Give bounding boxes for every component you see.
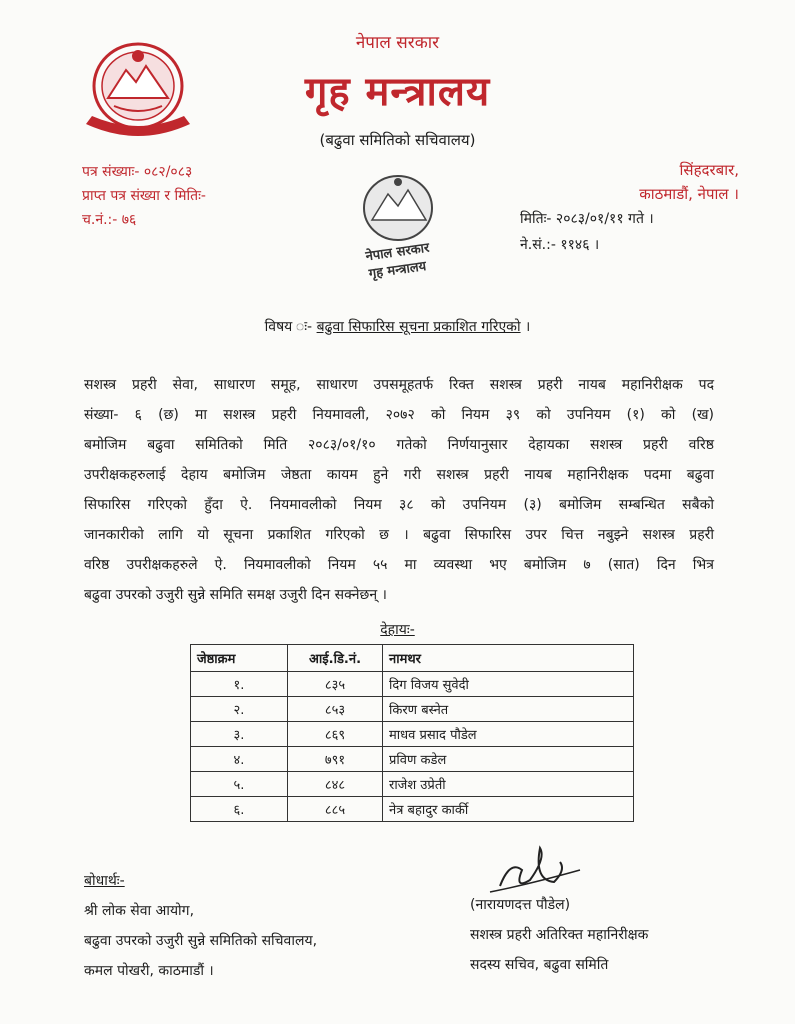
cell-seniority: २. xyxy=(191,697,288,722)
cell-name: माधव प्रसाद पौडेल xyxy=(383,722,634,747)
nepal-sambat: ने.सं.:- ११४६ । xyxy=(520,237,600,253)
letter-number: पत्र संख्याः- ०८२/०८३ xyxy=(82,164,193,180)
cell-id: ८८५ xyxy=(288,797,383,822)
body-line: उपरीक्षकहरुलाई देहाय बमोजिम जेष्ठता कायम हुने गरी सशस्त्र प्रहरी नायब महानिरीक्षक पदमा बढुवा xyxy=(84,467,714,483)
received-letter-info: प्राप्त पत्र संख्या र मितिः- xyxy=(82,188,206,204)
copy-to-line: कमल पोखरी, काठमाडौं । xyxy=(84,963,214,979)
body-line: सशस्त्र प्रहरी सेवा, साधारण समूह, साधारण उपसमूहतर्फ रिक्त सशस्त्र प्रहरी नायब महानिरीक्षक पद xyxy=(84,377,714,393)
dispatch-number: च.नं.:- ७६ xyxy=(82,212,137,228)
table-row xyxy=(191,797,634,822)
body-line: वरिष्ठ उपरीक्षकहरुले ऐ. नियमावलीको नियम ५५ मा व्यवस्था भए बमोजिम ७ (सात) दिन भित्र xyxy=(84,557,714,573)
copy-to-line: श्री लोक सेवा आयोग, xyxy=(84,903,195,919)
body-line: बमोजिम बढुवा समितिको मिति २०८३/०१/१० गतेको निर्णयानुसार देहायका सशस्त्र प्रहरी वरिष्ठ xyxy=(84,437,714,453)
ministry-stamp-emblem xyxy=(348,168,448,286)
header-id-number: आई.डि.नं. xyxy=(288,645,383,672)
body-line: बढुवा उपरको उजुरी सुन्ने समिति समक्ष उजुरी दिन सक्नेछन् । xyxy=(84,587,387,603)
copy-to-line: बढुवा उपरको उजुरी सुन्ने समितिको सचिवालय, xyxy=(84,933,318,949)
subject-prefix: विषय ः- xyxy=(264,319,317,335)
cell-name: किरण बस्नेत xyxy=(383,697,634,722)
notice-body xyxy=(84,370,714,610)
office-name: (बढुवा समितिको सचिवालय) xyxy=(319,131,476,149)
cell-seniority: १. xyxy=(191,672,288,697)
ministry-title: गृह मन्त्रालय xyxy=(304,69,491,115)
cell-name: नेत्र बहादुर कार्की xyxy=(383,797,634,822)
body-line: जानकारीको लागि यो सूचना प्रकाशित गरिएको छ । बढुवा सिफारिस उपर चित्त नबुझ्ने सशस्त्र प्रहरी xyxy=(84,527,714,543)
subject-line xyxy=(0,317,795,336)
cell-id: ७९१ xyxy=(288,747,383,772)
table-header-row xyxy=(191,645,634,672)
table-caption: देहायः- xyxy=(380,622,415,638)
table-row xyxy=(191,697,634,722)
letter-meta xyxy=(82,160,206,232)
cell-seniority: ४. xyxy=(191,747,288,772)
letter-dates xyxy=(520,206,654,258)
signatory-designation: सशस्त्र प्रहरी अतिरिक्त महानिरीक्षक xyxy=(470,927,649,943)
header-seniority: जेष्ठाक्रम xyxy=(191,645,288,672)
copy-to-title: बोधार्थः- xyxy=(84,873,125,889)
copy-to-section xyxy=(84,866,317,986)
cell-seniority: ६. xyxy=(191,797,288,822)
cell-id: ८६९ xyxy=(288,722,383,747)
cell-name: प्रविण कडेल xyxy=(383,747,634,772)
signatory-name: (नारायणदत्त पौडेल) xyxy=(470,897,571,913)
body-line: सिफारिस गरिएको हुँदा ऐ. नियमावलीको नियम ३८ को उपनियम (३) बमोजिम सम्बन्धित सबैको xyxy=(84,497,714,513)
stamp-text-1: नेपाल सरकार xyxy=(364,240,431,265)
cell-seniority: ५. xyxy=(191,772,288,797)
letter-date: मितिः- २०८३/०१/११ गते । xyxy=(520,211,654,227)
subject-text: बढुवा सिफारिस सूचना प्रकाशित गरिएको xyxy=(316,319,521,335)
table-row xyxy=(191,747,634,772)
subject-suffix: । xyxy=(520,319,531,335)
cell-id: ८३५ xyxy=(288,672,383,697)
cell-id: ८४८ xyxy=(288,772,383,797)
body-line: संख्या- ६ (छ) मा सशस्त्र प्रहरी नियमावली, २०७२ को नियम ३९ को उपनियम (१) को (ख) xyxy=(84,407,714,423)
office-address xyxy=(639,158,739,206)
address-line-1: सिंहदरबार, xyxy=(679,161,739,179)
cell-name: दिग विजय सुवेदी xyxy=(383,672,634,697)
signatory-role: सदस्य सचिव, बढुवा समिति xyxy=(470,957,609,973)
header-name: नामथर xyxy=(383,645,634,672)
stamp-text-2: गृह मन्त्रालय xyxy=(367,259,428,282)
cell-seniority: ३. xyxy=(191,722,288,747)
government-name: नेपाल सरकार xyxy=(355,33,440,53)
signatory-block xyxy=(470,890,648,980)
cell-id: ८५३ xyxy=(288,697,383,722)
cell-name: राजेश उप्रेती xyxy=(383,772,634,797)
promotion-table xyxy=(190,644,634,822)
address-line-2: काठमाडौं, नेपाल । xyxy=(639,185,739,203)
table-row xyxy=(191,672,634,697)
table-row xyxy=(191,772,634,797)
table-row xyxy=(191,722,634,747)
